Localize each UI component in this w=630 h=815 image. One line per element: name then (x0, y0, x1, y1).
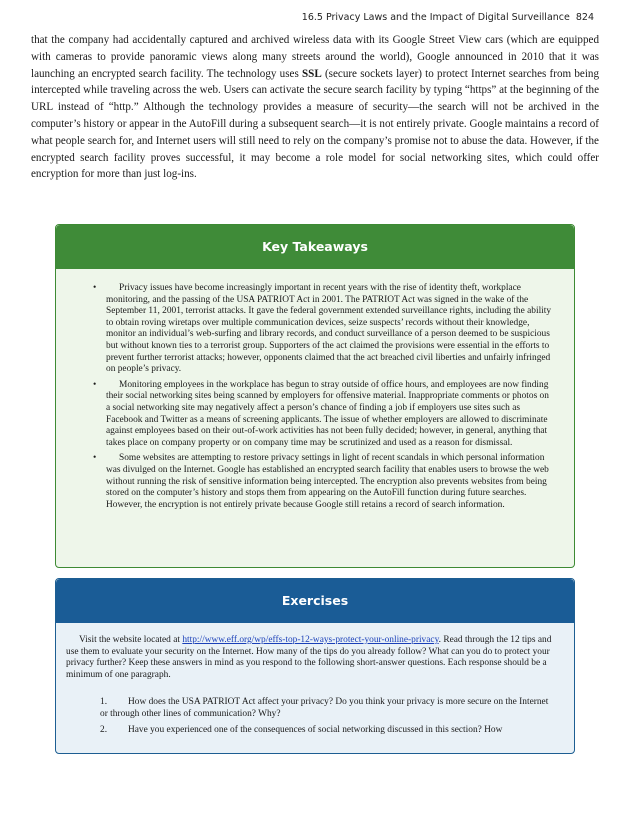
takeaway-text: Monitoring employees in the workplace has begun to stray outside of office hours, and employees are now finding their social networking sites being scanned by employers for offensive material. Inappropriate comments or photos on a social networking site may negatively affect a person’s chance of finding a job if employers use sites such as Facebook and Twitter as a means of screening applicants. The issue of whether employers are allowed to discriminate against employees based on their out-of-work activities has not been fully decided; however, in general, anything that takes place on company property or on company time may be scrutinized and used as a reason for dismissal. (106, 379, 549, 448)
section-title: 16.5 Privacy Laws and the Impact of Digital Surveillance (301, 12, 570, 23)
exercises-intro (66, 635, 563, 682)
exercise-number: 1. (100, 697, 108, 707)
key-takeaways-title: Key Takeaways (56, 225, 574, 269)
key-takeaways-box (55, 224, 575, 568)
exercise-questions (100, 697, 558, 742)
takeaway-text: Some websites are attempting to restore privacy settings in light of recent scandals in which personal information was divulged on the Internet. Google has established an encrypted search facility that enables users to browse the web without running the risk of sensitive information being intercepted. The encryption also prevents websites from being stored on the computer’s history and stops them from appearing on the AutoFill function during future searches. However, the encryption is not entirely private because Google still retains a record of search information. (106, 453, 549, 510)
exercises-box (55, 578, 575, 754)
eff-privacy-link[interactable]: http://www.eff.org/wp/effs-top-12-ways-protect-your-online-privacy (182, 635, 439, 645)
running-header (302, 12, 594, 23)
exercise-item (100, 725, 558, 737)
key-takeaways-list (93, 283, 554, 515)
takeaway-item (93, 283, 554, 376)
takeaway-item (93, 379, 554, 450)
takeaway-text: Privacy issues have become increasingly important in recent years with the rise of identity theft, workplace monitoring, and the passing of the USA PATRIOT Act in 2001. The PATRIOT Act was signed in the wake of the September 11, 2001, terrorist attacks. It gave the federal government extended surveillance rights, including the ability to obtain roving wiretaps over multiple communication devices, seize suspects’ records without their knowledge, monitor an individual’s web-surfing and library records, and conduct surveillance of a person deemed to be suspicious but without known ties to a terrorist group. Supporters of the act claimed the provisions were essential in the efforts to prevent further terrorist attacks; however, opponents claimed that the act breached civil liberties and unfairly infringed on people’s privacy. (106, 283, 552, 375)
body-text-part2: (secure sockets layer) to protect Internet searches from being intercepted while traveling across the web. Users can activate the secure search facility by typing “https” at the beginning of the URL instead of “http.” Although the technology provides a measure of security—the search will not be archived in the computer’s history or appear in the AutoFill during a subsequent search—it is not entirely private. Google maintains a record of what people search for, and Internet users will still need to rely on the company’s promise not to abuse the data. However, if the encrypted search facility proves successful, it may become a role model for social networking sites, which could offer encryption for more than just log-ins. (31, 67, 599, 181)
bullet-icon: • (93, 283, 97, 293)
takeaway-item (93, 453, 554, 511)
exercise-text: How does the USA PATRIOT Act affect your privacy? Do you think your privacy is more secure on the Internet or through other lines of communication? Why? (100, 697, 549, 719)
body-text-part1: that the company had accidentally captured and archived wireless data with its Google Street View cars (which are equipped with cameras to provide panoramic views along many streets around the world), Google announced in 2010 that it was launching an encrypted search facility. The technology uses (31, 34, 599, 80)
ssl-term: SSL (301, 67, 322, 80)
intro-after: . Read through the 12 tips and use them to evaluate your security on the Internet. How many of the tips do you already follow? What can you do to protect your privacy further? Keep these answers in mind as you respond to the following short-answer questions. Each response should be a minimum of one paragraph. (66, 635, 552, 681)
exercise-text: Have you experienced one of the consequences of social networking discussed in this section? How (128, 725, 503, 736)
page-number: 824 (575, 12, 594, 23)
exercises-title: Exercises (56, 579, 574, 623)
bullet-icon: • (93, 379, 97, 390)
exercise-number: 2. (100, 725, 108, 736)
body-paragraph (31, 32, 599, 183)
exercise-item (100, 697, 558, 720)
intro-before: Visit the website located at (79, 635, 183, 645)
bullet-icon: • (93, 453, 97, 464)
